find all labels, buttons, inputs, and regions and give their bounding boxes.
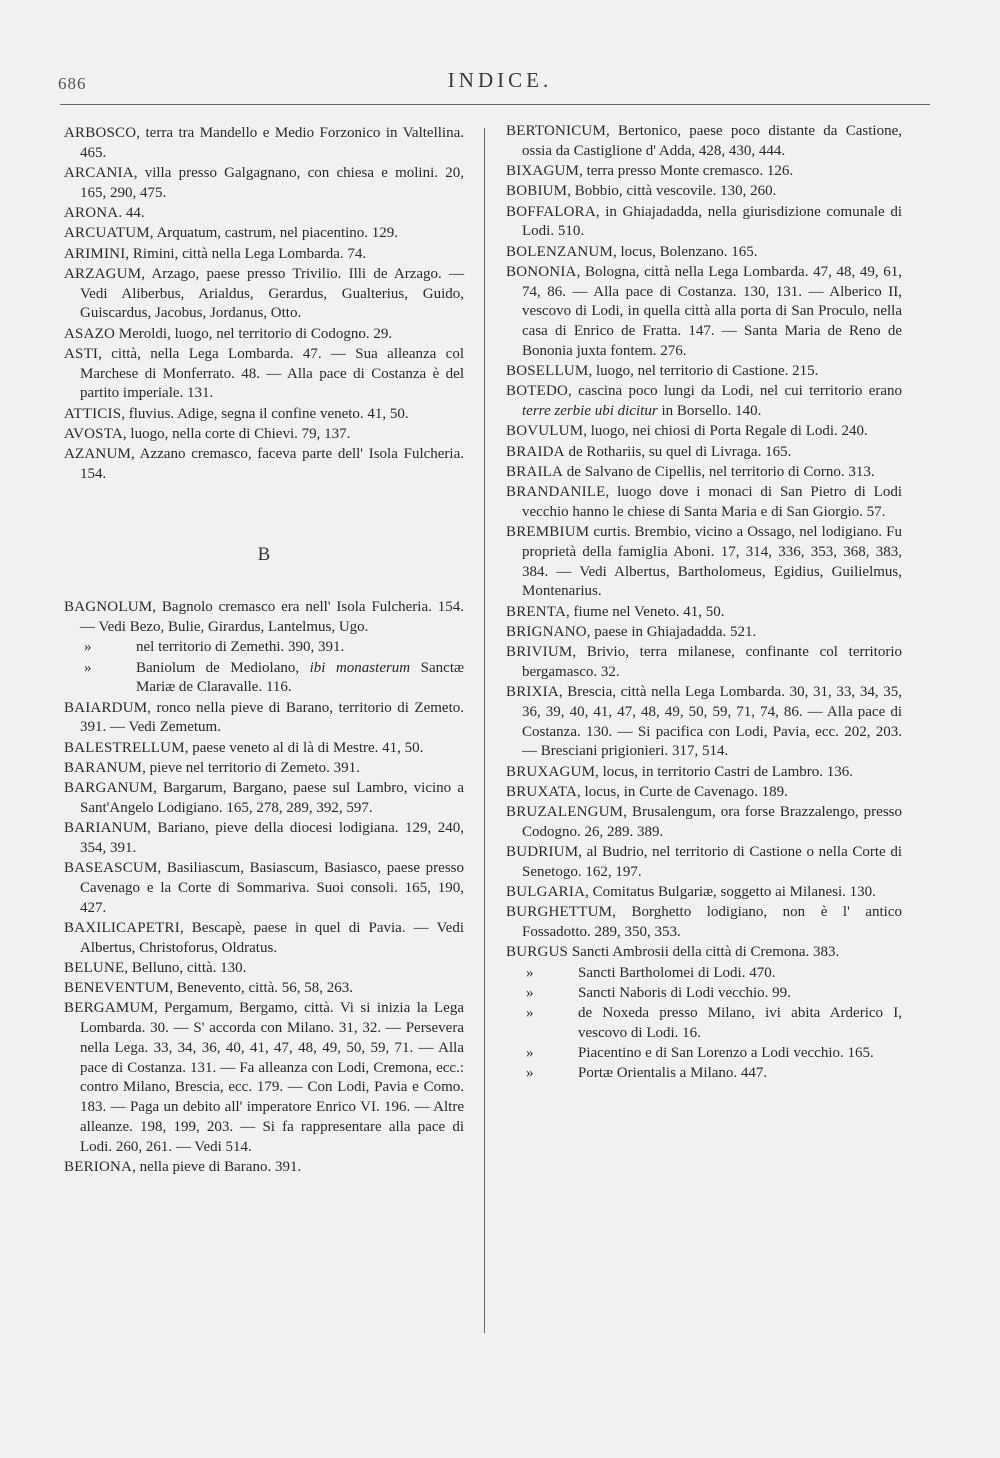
index-entry — [506, 203, 902, 243]
entry-headword: ASAZO — [64, 325, 116, 342]
entry-body: , paese in Ghiajadadda. 521. — [586, 623, 757, 640]
entry-headword: BULGARIA — [506, 884, 586, 900]
entry-italic: terre zerbie ubi dicitur — [522, 403, 658, 419]
index-entry — [506, 883, 902, 903]
entry-body: , Brivio, terra milanese, confinante col territorio bergamasco. 32. — [522, 644, 902, 680]
entry-headword: ARBOSCO — [64, 125, 137, 141]
entry-body: , Comitatus Bulgariæ, soggetto ai Milanesi. 130. — [585, 884, 876, 900]
entry-body: , Belluno, città. 130. — [124, 959, 247, 976]
subentry-body: de Noxeda presso Milano, ivi abita Arderico I, vescovo di Lodi. 16. — [578, 1005, 902, 1041]
entry-headword: ARIMINI — [64, 245, 126, 262]
entry-headword: BASEASCUM — [64, 860, 158, 876]
entry-body: , Benevento, città. 56, 58, 263. — [169, 980, 354, 996]
entry-body: , locus, in territorio Castri de Lambro. 136. — [595, 763, 853, 780]
subentry-body: Sancti Naboris di Lodi vecchio. 99. — [578, 984, 791, 1001]
entry-headword: BRANDANILE — [506, 484, 606, 500]
index-entry — [64, 425, 464, 445]
entry-body: , fiume nel Veneto. 41, 50. — [566, 603, 725, 620]
entry-headword: BRIVIUM — [506, 644, 573, 660]
entry-body: , luogo dove i monaci di San Pietro di Lodi vecchio hanno le chiese di Santa Maria e di San Giorgio. 57. — [522, 484, 902, 520]
entry-body: , fluvius. Adige, segna il confine veneto. 41, 50. — [121, 405, 409, 422]
entry-body: Sancti Ambrosii della città di Cremona. 383. — [568, 944, 840, 961]
entry-headword: BALESTRELLUM — [64, 739, 185, 756]
index-subentry — [64, 638, 464, 658]
entry-body: Meroldi, luogo, nel territorio di Codogno. 29. — [115, 325, 393, 342]
entry-headword: BRAILA — [506, 463, 564, 480]
entry-headword: BENEVENTUM — [64, 980, 170, 996]
index-entry — [506, 623, 902, 643]
index-entry — [64, 739, 464, 759]
entry-body: , al Budrio, nel territorio di Castione o nella Corte di Senetogo. 162, 197. — [522, 844, 902, 880]
entry-body: , Pergamum, Bergamo, città. Vi si inizia la Lega Lombarda. 30. — S' accorda con Milano. 31, 32. — Persevera nella Lega. 33, 34, 36, 40, 41, 47, 48, 49, 50, 59, 71. — Alla pace di Costanza. 131. — Fa alleanza con Lodi, Cremona, ecc.: contro Milano, Brescia, ecc. 179. — Con Lodi, Pavia e Como. 183. — Paga un debito all' imperatore Enrico VI. 196. — Altre alleanze. 198, 199, 203. — Si fa rappresentare alla pace di Lodi. 260, 261. — Vedi 514. — [80, 1000, 464, 1155]
index-entry-bagnolum — [64, 598, 464, 638]
entry-body: , Borghetto lodigiano, non è l' antico Fossadotto. 289, 350, 353. — [522, 904, 902, 940]
entry-body: , Arzago, paese presso Trivilio. Illi de Arzago. — Vedi Aliberbus, Arialdus, Gerardus, Gualterius, Guido, Guiscardus, Jacobus, Jordanus, Otto. — [80, 265, 464, 322]
index-entry — [506, 783, 902, 803]
entry-body: , Bargarum, Bargano, paese sul Lambro, vicino a Sant'Angelo Lodigiano. 165, 278, 289, 392, 597. — [80, 780, 464, 816]
index-entry — [64, 445, 464, 485]
index-entry — [64, 699, 464, 739]
entry-body: , Azzano cremasco, faceva parte dell' Isola Fulcheria. 154. — [80, 446, 464, 482]
entry-headword: ARCANIA — [64, 165, 134, 181]
entry-body: , luogo, nel territorio di Castione. 215. — [588, 363, 819, 379]
subentry-body: Portæ Orientalis a Milano. 447. — [578, 1065, 768, 1082]
entry-body: , locus, in Curte de Cavenago. 189. — [577, 783, 788, 800]
index-entry — [506, 943, 902, 963]
entry-headword: BRUZALENGUM — [506, 804, 624, 820]
index-entry — [64, 164, 464, 204]
ditto-mark: » — [526, 1005, 534, 1021]
left-column — [64, 124, 464, 1178]
entry-body: , luogo, nella corte di Chievi. 79, 137. — [122, 425, 351, 442]
entry-body: , villa presso Galgagnano, con chiesa e molini. 20, 165, 290, 475. — [80, 165, 464, 201]
index-entry — [64, 999, 464, 1157]
entry-headword: BUDRIUM — [506, 844, 579, 860]
entry-headword: BAGNOLUM — [64, 599, 153, 616]
ditto-mark: » — [84, 659, 92, 676]
index-entry-botedo — [506, 382, 902, 422]
entry-body: . 44. — [118, 205, 145, 221]
entry-headword: BARIANUM — [64, 820, 148, 836]
entry-headword: BAXILICAPETRI — [64, 919, 180, 936]
index-entry — [64, 979, 464, 999]
entry-body: curtis. Brembio, vicino a Ossago, nel lodigiano. Fu proprietà della famiglia Aboni. 17, 314, 336, 353, 368, 383, 384. — Vedi Albertus, Bartholomeus, Egidius, Guilielmus, Montenarius. — [522, 524, 902, 600]
entry-body: , pieve nel territorio di Zemeto. 391. — [142, 759, 360, 776]
entry-headword: BOLENZANUM — [506, 243, 613, 260]
index-entry — [64, 959, 464, 979]
page-title: INDICE. — [447, 68, 553, 92]
entry-body: , Bobbio, città vescovile. 130, 260. — [567, 183, 777, 200]
entry-body: , ronco nella pieve di Barano, territorio di Zemeto. 391. — Vedi Zemetum. — [80, 699, 464, 736]
entry-headword: AZANUM — [64, 446, 132, 462]
entry-headword: BIXAGUM — [506, 163, 580, 179]
index-entry — [64, 124, 464, 164]
index-entry — [64, 245, 464, 265]
subentry-body: Baniolum de Mediolano, — [136, 659, 310, 676]
index-entry — [506, 683, 902, 762]
entry-headword: BAIARDUM — [64, 699, 148, 716]
entry-headword: BERTONICUM — [506, 123, 606, 139]
entry-body: , nella pieve di Barano. 391. — [132, 1158, 302, 1175]
index-entry — [64, 779, 464, 819]
entry-headword: BRAIDA — [506, 443, 565, 460]
page-number: 686 — [58, 74, 87, 93]
entry-headword: AVOSTA — [64, 425, 123, 442]
right-column — [506, 122, 902, 1085]
index-entry — [506, 803, 902, 843]
index-entry — [506, 603, 902, 623]
ditto-mark: » — [526, 984, 534, 1001]
index-entry — [64, 919, 464, 959]
ditto-mark: » — [526, 964, 534, 981]
entry-headword: ASTI — [64, 345, 99, 362]
entry-headword: BERGAMUM — [64, 1000, 154, 1017]
subentry-italic: ibi monasterum — [309, 659, 411, 676]
column-divider — [484, 128, 485, 1333]
entry-body: , terra presso Monte cremasco. 126. — [579, 163, 794, 179]
entry-list-b — [506, 422, 902, 963]
subentry-body: nel territorio di Zemethi. 390, 391. — [136, 639, 345, 656]
index-entry — [64, 224, 464, 244]
entry-body: , Bologna, città nella Lega Lombarda. 47, 48, 49, 61, 74, 86. — Alla pace di Costanza. 130, 131. — Alberico II, vescovo di Lodi, in quella città alla porta di San Proculo, nella casa di Enrico de Fratta. 147. — Santa Maria de Reno de Bononia juxta fontem. 276. — [522, 263, 902, 359]
index-entry — [64, 345, 464, 404]
index-entry — [506, 263, 902, 362]
index-entry — [64, 819, 464, 859]
entry-body: , Bariano, pieve della diocesi lodigiana. 129, 240, 354, 391. — [80, 820, 464, 856]
index-entry — [64, 204, 464, 224]
entry-headword: BURGUS — [506, 944, 569, 961]
entry-headword: BRIGNANO — [506, 623, 587, 640]
entry-headword: BRIXIA — [506, 684, 559, 700]
entry-body: , Basiliascum, Basiascum, Basiasco, paese presso Cavenago e la Corte di Sommariva. Suoi consoli. 165, 190, 427. — [80, 860, 464, 916]
entry-body: in Borsello. 140. — [657, 403, 762, 419]
subentry-body: Sanctæ Mariæ de Claravalle. 116. — [136, 659, 465, 696]
entry-body: , Arquatum, castrum, nel piacentino. 129. — [149, 225, 399, 242]
index-entry — [64, 759, 464, 779]
entry-headword: BARANUM — [64, 759, 143, 776]
index-entry — [64, 405, 464, 425]
index-subentry — [64, 659, 464, 699]
index-entry — [506, 122, 902, 162]
ditto-mark: » — [526, 1065, 534, 1082]
entry-body: , Brusalengum, ora forse Brazzalengo, presso Codogno. 26, 289. 389. — [522, 804, 902, 840]
entry-body: , cascina poco lungi da Lodi, nel cui territorio erano — [568, 383, 902, 400]
ditto-mark: » — [526, 1045, 534, 1061]
entry-headword: BARGANUM — [64, 780, 154, 796]
index-entry — [506, 362, 902, 382]
index-subentry — [506, 984, 902, 1004]
entry-headword: BELUNE — [64, 959, 125, 976]
entry-body: , Brescia, città nella Lega Lombarda. 30, 31, 33, 34, 35, 36, 39, 40, 41, 47, 48, 49, 50, 59, 71, 74, 86. — Alla pace di Costanza. 130. — Si pacifica con Lodi, Pavia, ecc. 202, 203. — Bresciani prigionieri. 317, 514. — [522, 684, 902, 760]
index-entry — [506, 422, 902, 442]
index-subentry — [506, 1044, 902, 1064]
entry-headword: ARZAGUM — [64, 265, 142, 282]
index-entry — [64, 325, 464, 345]
entry-headword: ARCUATUM — [64, 225, 150, 242]
entry-headword: BRUXATA — [506, 783, 578, 800]
index-entry — [506, 463, 902, 483]
entry-body: de Rothariis, su quel di Livraga. 165. — [564, 443, 792, 460]
section-letter-b: B — [257, 543, 271, 565]
entry-headword: BOTEDO — [506, 383, 569, 400]
entry-body: , città, nella Lega Lombarda. 47. — Sua alleanza col Marchese di Monferrato. 48. — Alla pace di Costanza è del partito imperiale. 131. — [80, 345, 464, 402]
index-subentry — [506, 1004, 902, 1044]
entry-body: , Bescapè, paese in quel di Pavia. — Vedi Albertus, Christoforus, Oldratus. — [80, 919, 464, 956]
ditto-mark: » — [84, 639, 92, 656]
burgus-subentries — [506, 964, 902, 1085]
subentry-body: Piacentino e di San Lorenzo a Lodi vecchio. 165. — [578, 1045, 874, 1061]
entry-headword: BRENTA — [506, 603, 566, 620]
entry-headword: BOBIUM — [506, 183, 568, 200]
index-entry — [64, 265, 464, 324]
entry-headword: BOVULUM — [506, 423, 584, 440]
entry-headword: BURGHETTUM — [506, 904, 613, 921]
index-entry — [506, 763, 902, 783]
entry-headword: BOSELLUM — [506, 363, 589, 379]
entry-body: , Bagnolo cremasco era nell' Isola Fulcheria. 154. — Vedi Bezo, Bulie, Girardus, Lantelmus, Ugo. — [80, 599, 464, 635]
entry-headword: BRUXAGUM — [506, 763, 596, 780]
index-entry — [506, 843, 902, 883]
entry-headword: BONONIA — [506, 263, 577, 280]
index-entry — [506, 162, 902, 182]
index-entry — [64, 859, 464, 918]
index-entry — [506, 443, 902, 463]
index-entry — [506, 903, 902, 943]
entry-body: , luogo, nei chiosi di Porta Regale di Lodi. 240. — [583, 423, 868, 440]
index-entry — [64, 1158, 464, 1178]
entry-headword: BREMBIUM — [506, 524, 590, 540]
index-entry — [506, 483, 902, 523]
entry-headword: BERIONA — [64, 1158, 133, 1175]
entry-list-a — [506, 122, 902, 382]
entry-body: de Salvano de Cipellis, nel territorio di Corno. 313. — [563, 463, 875, 480]
entry-body: , locus, Bolenzano. 165. — [613, 243, 758, 260]
entry-body: , Bertonico, paese poco distante da Castione, ossia da Castiglione d' Adda, 428, 430, 444. — [522, 123, 902, 159]
index-subentry — [506, 964, 902, 984]
entry-body: , in Ghiajadadda, nella giurisdizione comunale di Lodi. 510. — [522, 203, 902, 240]
index-entry — [506, 523, 902, 602]
entry-body: , terra tra Mandello e Medio Forzonico in Valtellina. 465. — [80, 125, 464, 161]
subentry-body: Sancti Bartholomei di Lodi. 470. — [578, 964, 776, 981]
index-entry — [506, 643, 902, 683]
entry-body: , paese veneto al di là di Mestre. 41, 50. — [184, 739, 424, 756]
header-rule — [60, 104, 930, 105]
entry-list-a — [64, 124, 464, 485]
entry-body: , Rimini, città nella Lega Lombarda. 74. — [125, 245, 367, 262]
entry-headword: ARONA — [64, 205, 119, 221]
index-subentry — [506, 1064, 902, 1084]
entry-headword: ATTICIS — [64, 405, 122, 422]
index-entry — [506, 182, 902, 202]
entry-headword: BOFFALORA — [506, 203, 596, 220]
index-entry — [506, 243, 902, 263]
entry-list-b — [64, 699, 464, 1178]
